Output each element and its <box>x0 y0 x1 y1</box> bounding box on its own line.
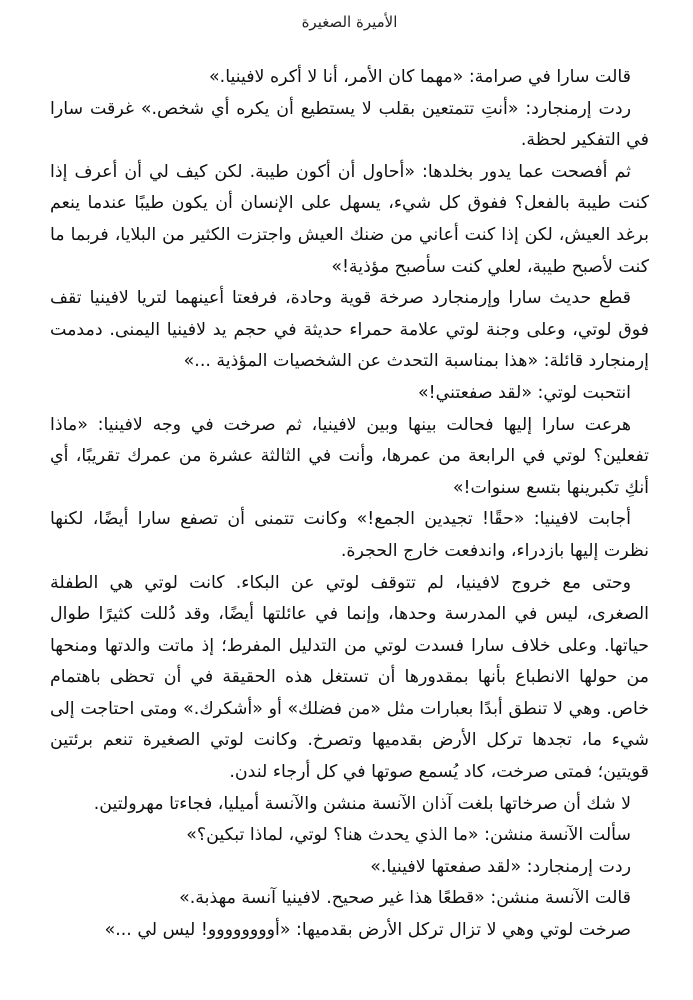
paragraph: سألت الآنسة منشن: «ما الذي يحدث هنا؟ لوتي، لماذا تبكين؟» <box>186 825 631 846</box>
paragraph: وحتى مع خروج لافينيا، لم تتوقف لوتي عن البكاء. كانت لوتي هي الطفلة الصغرى، ليس في المدرسة وحدها، وإنما في عائلتها أيضًا، وقد دُللت كثيرًا طوال حياتها. وعلى خلاف سارا فسدت لوتي من التدليل المفرط؛ إذ ماتت والدتها ومنحها من حولها الانطباع بأنها بمقدورها أن تستغل هذه الحقيقة في أن تحظى باهتمام خاص. وهي لا تنطق أبدًا بعبارات مثل «من فضلك» أو «أشكرك.» ومتى احتاجت إلى شيء ما، تجدها تركل الأرض بقدميها وتصرخ. وكانت لوتي الصغيرة تنعم برئتين قويتين؛ فمتى صرخت، كاد يُسمع صوتها في كل أرجاء لندن. <box>50 572 649 783</box>
paragraph: قالت سارا في صرامة: «مهما كان الأمر، أنا لا أكره لافينيا.» <box>209 67 631 87</box>
running-header-title: الأميرة الصغيرة <box>301 13 398 31</box>
paragraph: قالت الآنسة منشن: «قطعًا هذا غير صحيح. لافينيا آنسة مهذبة.» <box>179 888 631 909</box>
paragraph: أجابت لافينيا: «حقًا! تجيدين الجمع!» وكانت تتمنى أن تصفع سارا أيضًا، لكنها نظرت إليها بازدراء، واندفعت خارج الحجرة. <box>50 509 649 561</box>
paragraph: صرخت لوتي وهي لا تزال تركل الأرض بقدميها: «أوووووووو! ليس لي ...» <box>104 920 631 941</box>
paragraph: ردت إرمنجارد: «لقد صفعتها لافينيا.» <box>370 856 631 877</box>
paragraph: لا شك أن صرخاتها بلغت آذان الآنسة منشن والآنسة أميليا، فجاءتا مهرولتين. <box>93 793 631 814</box>
paragraph: ثم أفصحت عما يدور بخلدها: «أحاول أن أكون طيبة. لكن كيف لي أن أعرف إذا كنت طيبة بالفعل؟ ففوق كل شيء، يسهل على الإنسان أن يكون طيبًا عندما ينعم برغد العيش، لكن إذا كنت أعاني من ضنك العيش واجتزت الكثير من البلايا، فربما ما كنت لأصبح طيبة، لعلي كنت سأصبح مؤذية!» <box>50 161 649 277</box>
paragraph: قطع حديث سارا وإرمنجارد صرخة قوية وحادة، فرفعتا أعينهما لتريا لافينيا تقف فوق لوتي، وعلى وجنة لوتي علامة حمراء حديثة في حجم يد لافينيا اليمنى. دمدمت إرمنجارد قائلة: «هذا بمناسبة التحدث عن الشخصيات المؤذية ...» <box>50 288 649 372</box>
paragraph: ردت إرمنجارد: «أنتِ تتمتعين بقلب لا يستطيع أن يكره أي شخص.» غرقت سارا في التفكير لحظة. <box>50 98 649 151</box>
paragraph: هرعت سارا إليها فحالت بينها وبين لافينيا، ثم صرخت في وجه لافينيا: «ماذا تفعلين؟ لوتي في الرابعة من عمرها، وأنت في الثالثة عشرة من عمرك تقريبًا، أي أنكِ تكبرينها بتسع سنوات!» <box>50 414 649 498</box>
body-text <box>50 62 649 947</box>
paragraph: انتحبت لوتي: «لقد صفعتني!» <box>418 382 631 403</box>
